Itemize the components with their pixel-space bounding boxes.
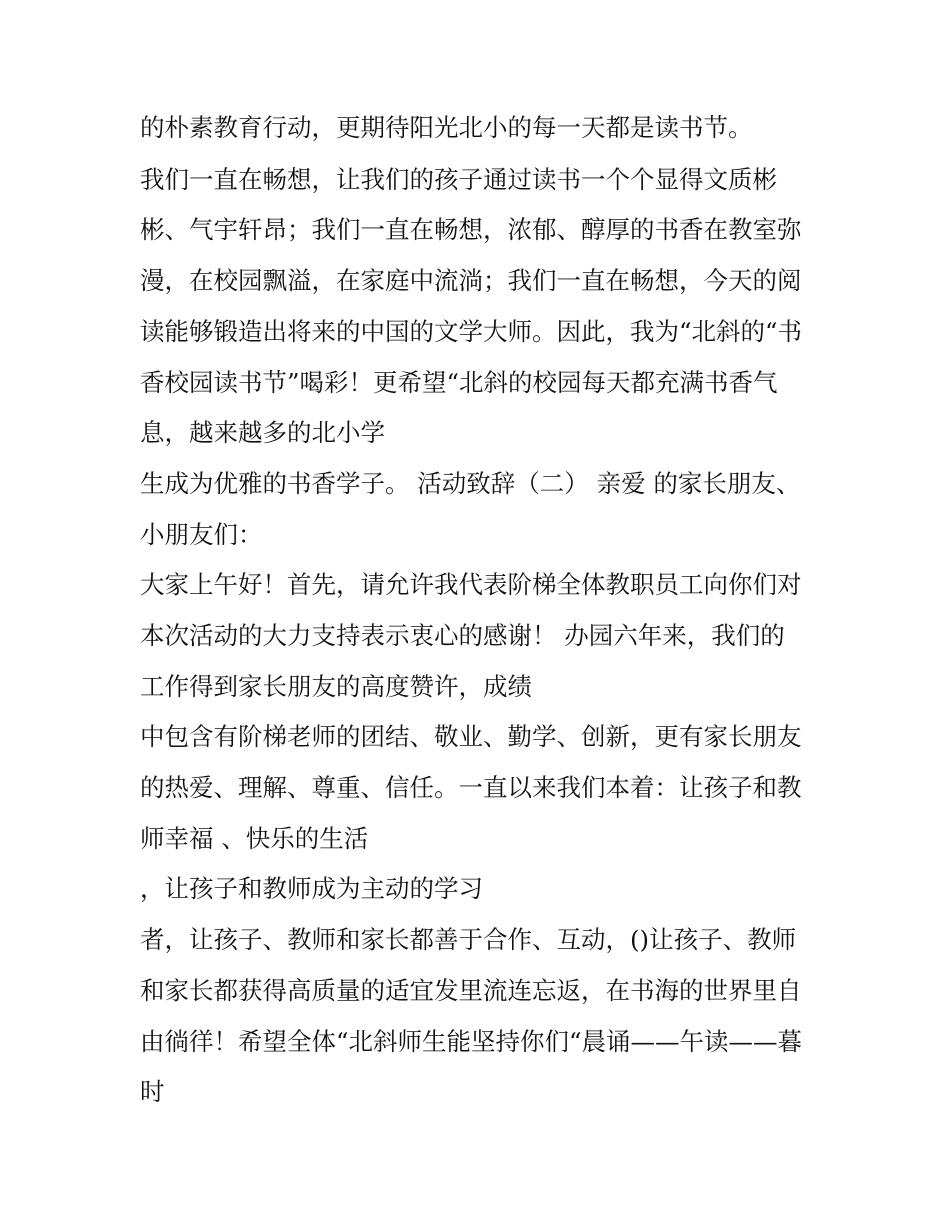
text-line: 的热爱、理解、尊重、信任。一直以来我们本着：让孩子和教	[140, 773, 802, 802]
text-line: 漫，在校园飘溢，在家庭中流淌；我们一直在畅想，今天的阅	[140, 266, 802, 295]
text-line: 生成为优雅的书香学子。 活动致辞（二） 亲爱 的家长朋友、	[140, 469, 801, 498]
text-line: 大家上午好！首先，请允许我代表阶梯全体教职员工向你们对	[140, 570, 802, 599]
text-line: 中包含有阶梯老师的团结、敬业、勤学、创新，更有家长朋友	[140, 722, 802, 751]
text-line: 者，让孩子、教师和家长都善于合作、互动，()让孩子、教师	[140, 925, 797, 954]
text-line: 香校园读书节”喝彩！更希望“北斜的校园每天都充满书香气	[140, 368, 778, 397]
text-line: 小朋友们：	[140, 520, 263, 549]
text-line: ，让孩子和教师成为主动的学习	[140, 874, 483, 903]
text-line: 我们一直在畅想，让我们的孩子通过读书一个个显得文质彬	[140, 165, 777, 194]
text-line: 师幸福 、快乐的生活	[140, 824, 369, 853]
text-line: 本次活动的大力支持表示衷心的感谢！ 办园六年来，我们的	[140, 621, 785, 650]
text-line: 由徜徉！希望全体“北斜师生能坚持你们“晨诵——午读——暮	[140, 1027, 803, 1056]
text-line: 读能够锻造出将来的中国的文学大师。因此，我为“北斜的“书	[140, 317, 803, 346]
text-line: 和家长都获得高质量的适宜发里流连忘返，在书海的世界里自	[140, 976, 802, 1005]
text-line: 息，越来越多的北小学	[140, 418, 385, 447]
text-line: 工作得到家长朋友的高度赞许，成绩	[140, 672, 532, 701]
text-line: 时	[140, 1077, 165, 1106]
text-line: 的朴素教育行动，更期待阳光北小的每一天都是读书节。	[140, 113, 753, 142]
text-line: 彬、气宇轩昂；我们一直在畅想，浓郁、醇厚的书香在教室弥	[140, 215, 802, 244]
